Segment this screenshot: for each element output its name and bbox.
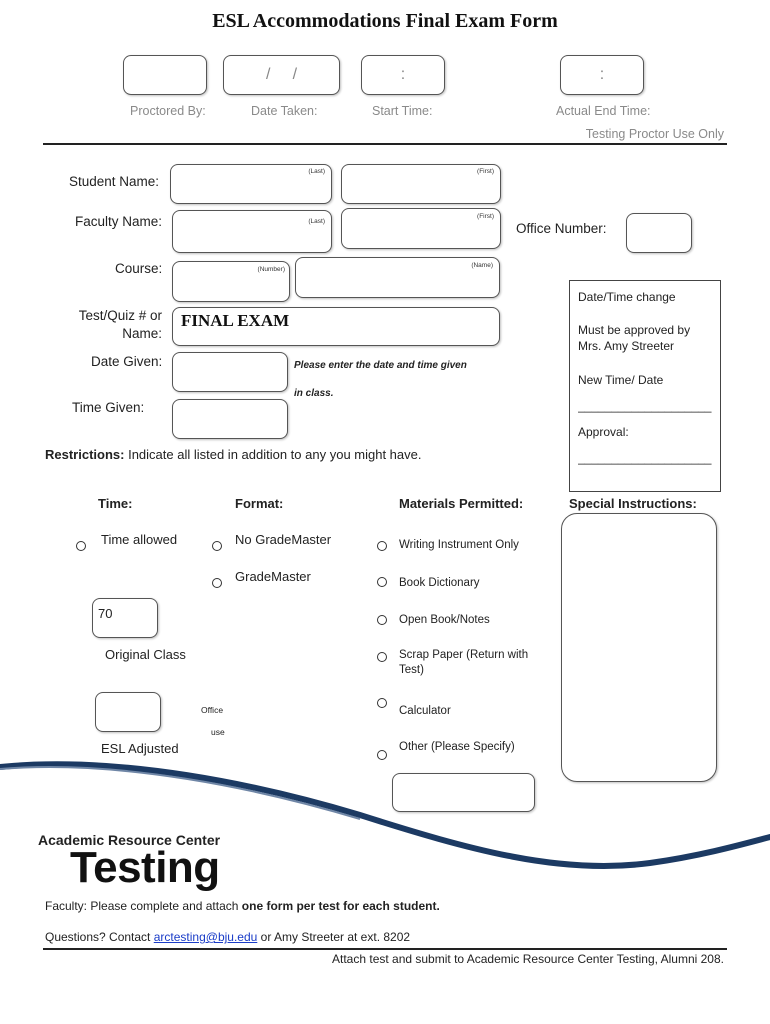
student-first-name-field[interactable] (341, 164, 501, 204)
actual-end-time-field[interactable] (560, 55, 644, 95)
date-given-field[interactable] (172, 352, 288, 392)
last-hint: (Last) (308, 168, 325, 175)
esl-adjusted-label: ESL Adjusted (101, 741, 179, 756)
faculty-instruction-bold: one form per test for each student. (241, 899, 440, 913)
arc-brand: Academic Resource Center (38, 832, 221, 848)
time-given-label: Time Given: (72, 400, 145, 415)
faculty-first-name-field[interactable] (341, 208, 501, 249)
student-name-label: Student Name: (69, 174, 160, 189)
course-number-field[interactable] (172, 261, 290, 302)
proctored-by-field[interactable] (123, 55, 207, 95)
test-quiz-field[interactable] (172, 307, 500, 346)
open-book-radio[interactable] (377, 615, 387, 625)
faculty-instruction (45, 899, 440, 913)
last-hint: (Last) (308, 218, 325, 225)
date-note-line2: in class. (294, 388, 334, 399)
name-hint: (Name) (471, 262, 493, 269)
office-number-field[interactable] (626, 213, 692, 253)
scrap-paper-label: Scrap Paper (Return with Test) (399, 649, 529, 676)
date-taken-field[interactable] (223, 55, 340, 95)
new-time-date-blank[interactable]: ____________________ (578, 398, 712, 413)
proctored-by-label: Proctored By: (130, 104, 206, 118)
special-instructions-heading: Special Instructions: (569, 496, 697, 511)
date-time-change-box (569, 280, 721, 492)
esl-adjusted-field[interactable] (95, 692, 161, 732)
writing-instrument-radio[interactable] (377, 541, 387, 551)
office-use-line1: Office (201, 705, 224, 715)
time-allowed-radio[interactable] (76, 541, 86, 551)
start-time-field[interactable] (361, 55, 445, 95)
course-label: Course: (115, 261, 163, 276)
first-hint: (First) (477, 213, 494, 220)
date-given-label: Date Given: (91, 354, 163, 369)
restrictions-heading: Restrictions: (45, 447, 125, 462)
start-time-separator: : (400, 66, 406, 83)
office-number-label: Office Number: (516, 221, 607, 236)
office-use-line2: use (211, 727, 225, 737)
end-time-separator: : (599, 66, 605, 83)
date-note-line1: Please enter the date and time given (294, 360, 467, 371)
test-quiz-label-line2: Name: (122, 326, 162, 342)
grademaster-radio[interactable] (212, 578, 222, 588)
test-quiz-value: FINAL EXAM (181, 311, 290, 330)
original-class-time-value: 70 (98, 606, 113, 621)
restrictions-text: Indicate all listed in addition to any you might have. (124, 447, 422, 462)
proctor-use-only-note: Testing Proctor Use Only (585, 127, 724, 141)
date-taken-label: Date Taken: (251, 104, 318, 118)
faculty-instruction-text: Faculty: Please complete and attach (45, 899, 242, 913)
format-column-heading: Format: (235, 496, 284, 511)
other-label: Other (Please Specify) (399, 741, 515, 753)
questions-suffix: or Amy Streeter at ext. 8202 (257, 930, 411, 944)
form-title: ESL Accommodations Final Exam Form (212, 10, 558, 32)
faculty-last-name-field[interactable] (172, 210, 332, 253)
date-time-note (294, 352, 467, 408)
grademaster-label: GradeMaster (235, 569, 311, 584)
time-column-heading: Time: (98, 496, 133, 511)
materials-column-heading: Materials Permitted: (399, 496, 524, 511)
divider-top (43, 143, 727, 145)
calculator-radio[interactable] (377, 698, 387, 708)
scrap-paper-radio[interactable] (377, 652, 387, 662)
questions-contact (45, 930, 410, 944)
test-quiz-label-line1: Test/Quiz # or (78, 308, 162, 323)
special-instructions-field[interactable] (561, 513, 717, 782)
testing-brand: Testing (70, 843, 220, 892)
writing-instrument-label: Writing Instrument Only (399, 539, 519, 551)
approval-label: Approval: (578, 424, 629, 439)
first-hint: (First) (477, 168, 494, 175)
actual-end-time-label: Actual End Time: (556, 104, 651, 118)
time-allowed-label: Time allowed (101, 532, 178, 547)
book-dictionary-radio[interactable] (377, 577, 387, 587)
original-class-label: Original Class (105, 647, 186, 662)
approval-blank[interactable]: ____________________ (578, 451, 712, 466)
approver-name: Mrs. Amy Streeter (578, 339, 675, 354)
questions-prefix: Questions? Contact (45, 930, 154, 944)
number-hint: (Number) (257, 266, 285, 273)
divider-bottom (43, 948, 727, 950)
test-quiz-label (75, 307, 162, 343)
no-grademaster-radio[interactable] (212, 541, 222, 551)
restrictions-line (45, 447, 421, 462)
student-last-name-field[interactable] (170, 164, 332, 204)
original-class-time-field[interactable] (92, 598, 158, 638)
start-time-label: Start Time: (372, 104, 433, 118)
no-grademaster-label: No GradeMaster (235, 532, 332, 547)
date-separator: / / (265, 66, 298, 83)
approval-requirement: Must be approved by (578, 323, 691, 338)
arctesting-email-link[interactable]: arctesting@bju.edu (153, 930, 258, 944)
attach-instruction: Attach test and submit to Academic Resource Center Testing, Alumni 208. (332, 952, 724, 966)
faculty-name-label: Faculty Name: (75, 214, 163, 229)
book-dictionary-label: Book Dictionary (399, 577, 480, 589)
open-book-label: Open Book/Notes (399, 614, 490, 626)
new-time-date-label: New Time/ Date (578, 372, 664, 387)
change-heading: Date/Time change (578, 290, 676, 304)
course-name-field[interactable] (295, 257, 500, 298)
time-given-field[interactable] (172, 399, 288, 439)
calculator-label: Calculator (399, 705, 451, 717)
